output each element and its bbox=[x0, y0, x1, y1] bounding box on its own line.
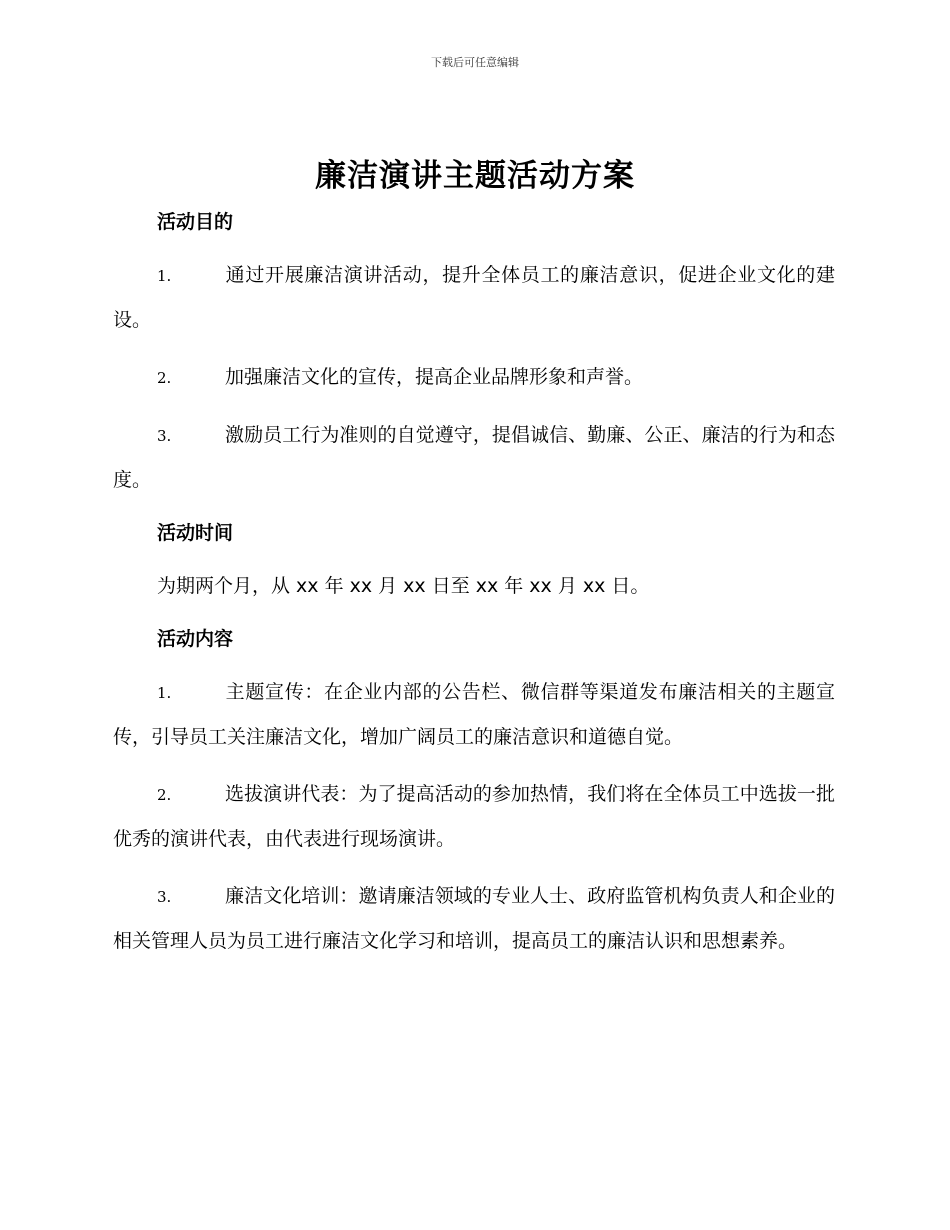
time-paragraph: 为期两个月，从 xx 年 xx 月 xx 日至 xx 年 xx 月 xx 日。 bbox=[157, 575, 650, 597]
document-body bbox=[113, 204, 835, 976]
item-number: 1. bbox=[157, 267, 172, 285]
section-purpose bbox=[113, 204, 835, 502]
section-content bbox=[113, 621, 835, 963]
item-text: 主题宣传：在企业内部的公告栏、微信群等渠道发布廉洁相关的主题宣传，引导员工关注廉洁文化，增加广阔员工的廉洁意识和道德自觉。 bbox=[113, 681, 835, 748]
item-text: 选拔演讲代表：为了提高活动的参加热情，我们将在全体员工中选拔一批优秀的演讲代表，由代表进行现场演讲。 bbox=[113, 783, 835, 850]
section-heading: 活动目的 bbox=[157, 211, 234, 233]
item-text: 加强廉洁文化的宣传，提高企业品牌形象和声誉。 bbox=[225, 366, 644, 388]
list-item bbox=[113, 253, 835, 342]
section-heading: 活动时间 bbox=[157, 522, 234, 544]
list-item bbox=[113, 413, 835, 502]
item-number: 2. bbox=[157, 786, 172, 804]
document-title: 廉洁演讲主题活动方案 bbox=[315, 158, 635, 194]
item-text: 通过开展廉洁演讲活动，提升全体员工的廉洁意识，促进企业文化的建设。 bbox=[113, 264, 835, 331]
item-text: 廉洁文化培训：邀请廉洁领域的专业人士、政府监管机构负责人和企业的相关管理人员为员工进行廉洁文化学习和培训，提高员工的廉洁认识和思想素养。 bbox=[113, 885, 835, 952]
page-header-note: 下载后可任意编辑 bbox=[431, 56, 519, 69]
section-heading: 活动内容 bbox=[157, 628, 234, 650]
item-number: 2. bbox=[157, 369, 172, 387]
list-item bbox=[113, 670, 835, 759]
section-time bbox=[113, 515, 835, 608]
item-number: 1. bbox=[157, 684, 172, 702]
list-item bbox=[113, 874, 835, 963]
item-number: 3. bbox=[157, 888, 172, 906]
item-text: 激励员工行为准则的自觉遵守，提倡诚信、勤廉、公正、廉洁的行为和态度。 bbox=[113, 424, 835, 491]
list-item bbox=[113, 772, 835, 861]
list-item bbox=[113, 355, 835, 400]
item-number: 3. bbox=[157, 427, 172, 445]
